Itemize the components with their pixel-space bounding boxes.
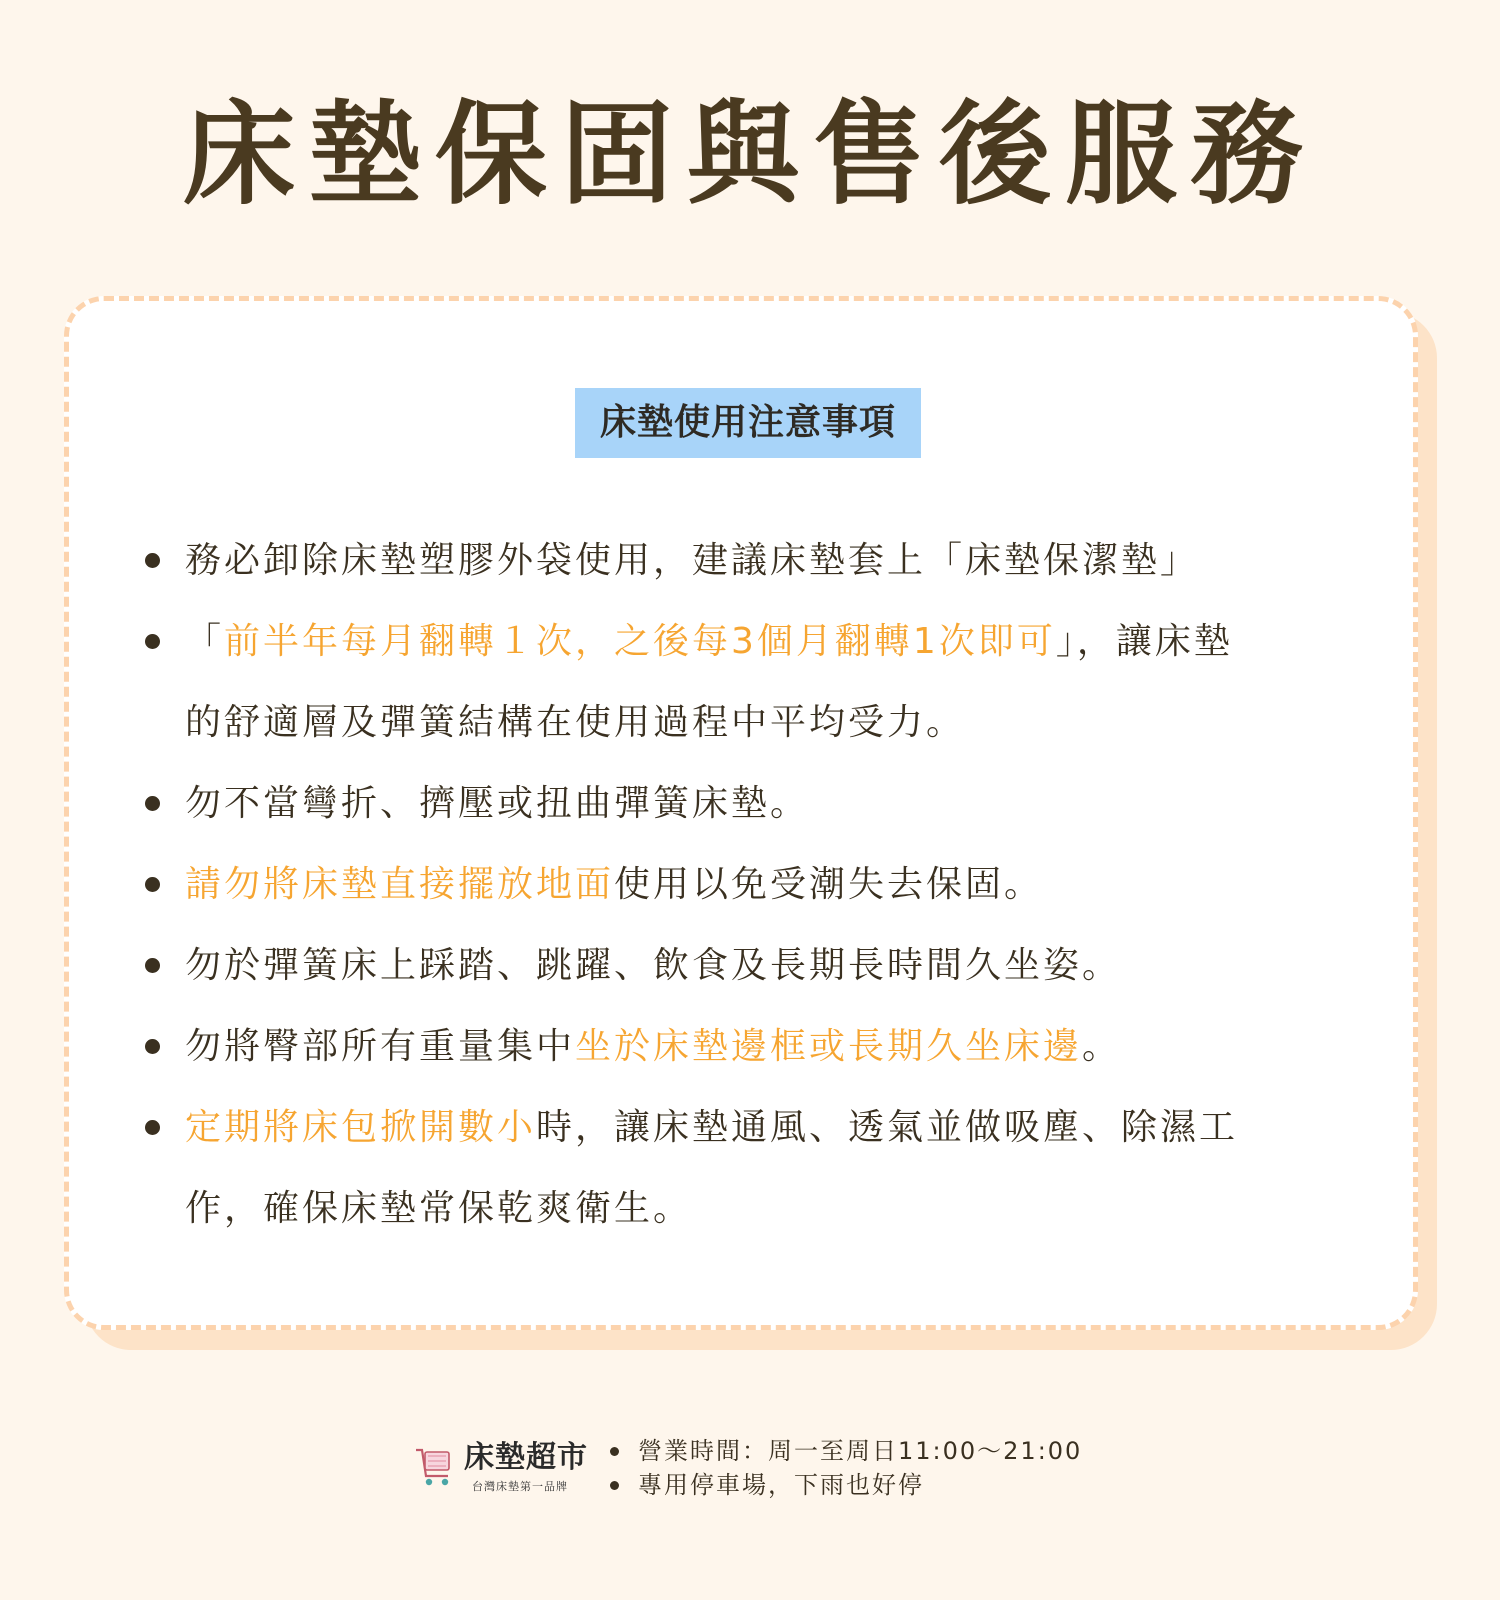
bullet-dot	[145, 958, 160, 973]
notice-item	[145, 1087, 1395, 1249]
section-label: 床墊使用注意事項	[575, 388, 921, 458]
bullet-dot	[145, 796, 160, 811]
bullet-dot	[145, 1039, 160, 1054]
parking-info-text: 專用停車場，下雨也好停	[638, 1471, 924, 1499]
notice-list	[145, 520, 1395, 1249]
highlight-text: 坐於床墊邊框或長期久坐床邊	[575, 1026, 1083, 1067]
brand-logo	[412, 1440, 588, 1500]
notice-text: 「	[185, 621, 225, 662]
bullet-dot	[145, 877, 160, 892]
notice-text: 時，讓床墊通風、透氣並做吸塵、除濕工	[536, 1107, 1239, 1148]
business-hours-text: 營業時間：周一至周日11:00～21:00	[638, 1437, 1083, 1465]
notice-item	[145, 1006, 1395, 1087]
notice-text: 勿不當彎折、擠壓或扭曲彈簧床墊。	[185, 783, 810, 824]
notice-line	[185, 1168, 1395, 1249]
notice-item	[145, 925, 1395, 1006]
notice-text: 。	[1082, 1026, 1122, 1067]
brand-tagline: 台灣床墊第一品牌	[472, 1480, 568, 1493]
notice-text: 」，讓床墊	[1055, 621, 1233, 662]
bullet-dot	[610, 1447, 619, 1456]
parking-info	[610, 1468, 1082, 1502]
highlight-text: 前半年每月翻轉１次，之後每3個月翻轉1次即可	[224, 621, 1056, 662]
bullet-dot	[145, 634, 160, 649]
footer-info	[610, 1434, 1082, 1502]
notice-item	[145, 763, 1395, 844]
notice-line	[185, 520, 1395, 601]
highlight-text: 請勿將床墊直接擺放地面	[185, 864, 615, 905]
bullet-dot	[145, 553, 160, 568]
notice-line	[185, 682, 1395, 763]
shopping-cart-icon	[412, 1442, 454, 1490]
page-title: 床墊保固與售後服務	[183, 90, 1317, 220]
notice-item	[145, 844, 1395, 925]
notice-line	[185, 1087, 1395, 1168]
bullet-dot	[610, 1481, 619, 1490]
notice-text: 使用以免受潮失去保固。	[614, 864, 1044, 905]
notice-line	[185, 925, 1395, 1006]
notice-item	[145, 601, 1395, 763]
bullet-dot	[145, 1120, 160, 1135]
notice-line	[185, 1006, 1395, 1087]
notice-line	[185, 763, 1395, 844]
notice-line	[185, 844, 1395, 925]
brand-name: 床墊超市	[464, 1440, 588, 1475]
business-hours	[610, 1434, 1082, 1468]
notice-text: 勿將臀部所有重量集中	[185, 1026, 576, 1067]
notice-text: 的舒適層及彈簧結構在使用過程中平均受力。	[185, 702, 966, 743]
notice-text: 務必卸除床墊塑膠外袋使用，建議床墊套上「床墊保潔墊」	[185, 540, 1200, 581]
notice-item	[145, 520, 1395, 601]
notice-line	[185, 601, 1395, 682]
notice-text: 作，確保床墊常保乾爽衛生。	[185, 1188, 693, 1229]
notice-text: 勿於彈簧床上踩踏、跳躍、飲食及長期長時間久坐姿。	[185, 945, 1122, 986]
highlight-text: 定期將床包掀開數小	[185, 1107, 537, 1148]
